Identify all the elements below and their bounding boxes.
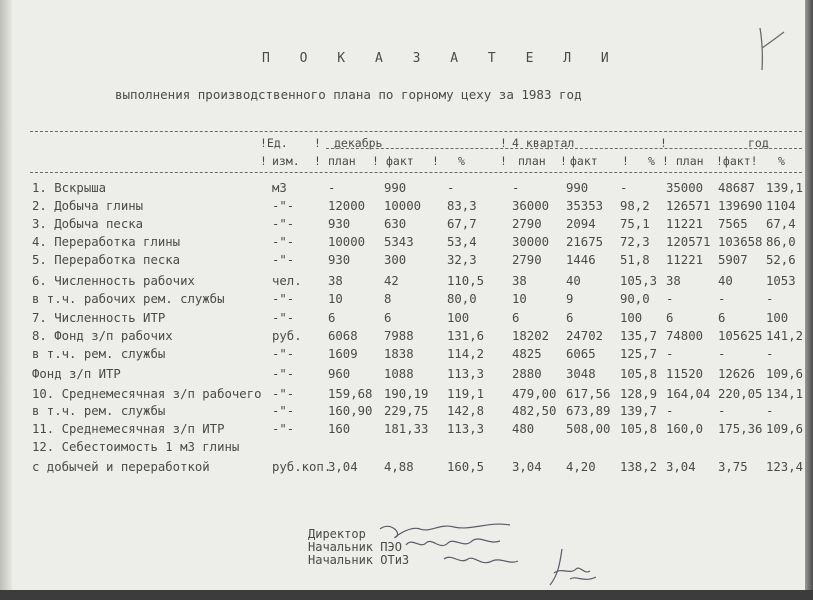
quarter-pct: 139,7 [620, 404, 658, 418]
header-period-quarter: 4 квартал [512, 136, 575, 150]
quarter-fact: 508,00 [566, 422, 611, 436]
row-unit: -"- [272, 311, 295, 325]
header-separator: ! [314, 136, 321, 150]
quarter-plan: 6 [512, 311, 520, 325]
table-row [0, 404, 813, 422]
header-quarter-fact: факт [570, 154, 598, 168]
quarter-pct: 75,1 [620, 217, 650, 231]
december-fact: 1088 [384, 367, 414, 381]
december-fact: 4,88 [384, 460, 414, 474]
row-unit: руб. [272, 329, 302, 343]
header-year-pct: % [778, 154, 785, 168]
header-separator: ! [622, 154, 629, 168]
quarter-pct: 105,8 [620, 422, 658, 436]
quarter-fact: 6065 [566, 347, 596, 361]
year-pct: 109,6 [766, 367, 804, 381]
december-plan: 10000 [328, 235, 366, 249]
header-period-year: год [748, 136, 769, 150]
year-pct: 123,4 [766, 460, 804, 474]
december-pct: 142,8 [447, 404, 485, 418]
december-plan: 6 [328, 311, 336, 325]
table-row [0, 217, 813, 235]
year-pct: 1104 [766, 199, 796, 213]
december-pct: 67,7 [447, 217, 477, 231]
document-subtitle: выполнения производственного плана по горному цеху за 1983 год [115, 87, 582, 102]
header-separator: ! [432, 154, 439, 168]
year-plan: 164,04 [666, 387, 711, 401]
row-label: 6. Численность рабочих [32, 274, 195, 288]
row-unit: -"- [272, 347, 295, 361]
december-fact: 229,75 [384, 404, 429, 418]
december-fact: 10000 [384, 199, 422, 213]
december-fact: 7988 [384, 329, 414, 343]
table-row [0, 292, 813, 310]
quarter-plan: 38 [512, 274, 527, 288]
year-pct: 141,2 [766, 329, 804, 343]
page-bottom-edge [0, 590, 813, 600]
december-pct: 53,4 [447, 235, 477, 249]
header-separator: ! [500, 136, 507, 150]
year-pct: - [766, 404, 774, 418]
year-plan: 120571 [666, 235, 711, 249]
december-pct: 100 [447, 311, 470, 325]
header-unit-bottom: изм. [272, 154, 300, 168]
quarter-fact: 24702 [566, 329, 604, 343]
row-label: 2. Добыча глины [32, 199, 144, 213]
year-pct: 67,4 [766, 217, 796, 231]
row-label: в т.ч. рем. службы [32, 347, 166, 361]
table-row [0, 274, 813, 292]
quarter-plan: 10 [512, 292, 527, 306]
year-fact: 105625 [718, 329, 763, 343]
document-title: П О К А З А Т Е Л И [262, 51, 620, 66]
table-row [0, 329, 813, 347]
year-plan: - [666, 292, 674, 306]
row-label: 10. Среднемесячная з/п рабочего [32, 387, 262, 401]
quarter-pct: 105,8 [620, 367, 658, 381]
quarter-plan: 479,00 [512, 387, 557, 401]
december-pct: 83,3 [447, 199, 477, 213]
quarter-plan: 2790 [512, 217, 542, 231]
table-row [0, 199, 813, 217]
december-pct: 113,3 [447, 422, 485, 436]
quarter-plan: 4825 [512, 347, 542, 361]
quarter-plan: 3,04 [512, 460, 542, 474]
december-pct: 113,3 [447, 367, 485, 381]
year-fact: - [718, 347, 726, 361]
december-fact: 181,33 [384, 422, 429, 436]
year-plan: 3,04 [666, 460, 696, 474]
table-row [0, 367, 813, 385]
december-pct: 114,2 [447, 347, 485, 361]
december-fact: 300 [384, 253, 407, 267]
handwritten-signatures [360, 515, 530, 585]
header-quarter-plan: план [518, 154, 546, 168]
quarter-plan: 18202 [512, 329, 550, 343]
december-fact: 8 [384, 292, 392, 306]
quarter-fact: 617,56 [566, 387, 611, 401]
quarter-fact: 6 [566, 311, 574, 325]
header-top-rule [30, 131, 802, 132]
december-fact: 990 [384, 181, 407, 195]
quarter-fact: 35353 [566, 199, 604, 213]
row-label: 8. Фонд з/п рабочих [32, 329, 173, 343]
year-plan: - [666, 347, 674, 361]
signature-head-otiz-title: Начальник ОТиЗ [308, 553, 410, 567]
quarter-pct: 135,7 [620, 329, 658, 343]
row-label: 11. Среднемесячная з/п ИТР [32, 422, 225, 436]
year-fact: 7565 [718, 217, 748, 231]
year-pct: 100 [766, 311, 789, 325]
signature-head-pto-title: Начальник ПЭО [308, 540, 402, 554]
quarter-pct: - [620, 181, 628, 195]
december-plan: 160 [328, 422, 351, 436]
table-row [0, 387, 813, 405]
row-unit: м3 [272, 181, 287, 195]
year-pct: - [766, 292, 774, 306]
quarter-pct: 138,2 [620, 460, 658, 474]
quarter-plan: 36000 [512, 199, 550, 213]
quarter-plan: 482,50 [512, 404, 557, 418]
year-fact: 103658 [718, 235, 763, 249]
quarter-plan: 30000 [512, 235, 550, 249]
quarter-pct: 100 [620, 311, 643, 325]
quarter-plan: 2790 [512, 253, 542, 267]
quarter-fact: 3048 [566, 367, 596, 381]
row-unit: -"- [272, 199, 295, 213]
table-row [0, 181, 813, 199]
december-plan: 960 [328, 367, 351, 381]
year-plan: 11520 [666, 367, 704, 381]
table-row [0, 253, 813, 271]
table-row [0, 235, 813, 253]
header-december-pct: % [458, 154, 465, 168]
december-plan: - [328, 181, 336, 195]
quarter-pct: 90,0 [620, 292, 650, 306]
row-label: 3. Добыча песка [32, 217, 144, 231]
year-plan: 11221 [666, 217, 704, 231]
row-unit: -"- [272, 422, 295, 436]
header-separator: ! [500, 154, 507, 168]
year-plan: 160,0 [666, 422, 704, 436]
quarter-fact: 4,20 [566, 460, 596, 474]
row-unit: -"- [272, 235, 295, 249]
row-label: в т.ч. рабочих рем. службы [32, 292, 225, 306]
december-pct: 160,5 [447, 460, 485, 474]
quarter-fact: 21675 [566, 235, 604, 249]
row-label: 1. Вскрыша [32, 181, 107, 195]
header-period-december: декабрь [334, 136, 383, 150]
table-row [0, 347, 813, 365]
quarter-pct: 51,8 [620, 253, 650, 267]
december-plan: 12000 [328, 199, 366, 213]
december-fact: 6 [384, 311, 392, 325]
december-plan: 159,68 [328, 387, 373, 401]
year-plan: 74800 [666, 329, 704, 343]
header-year-plan: ! план [662, 154, 704, 168]
row-unit: -"- [272, 253, 295, 267]
year-plan: - [666, 404, 674, 418]
row-label: 4. Переработка глины [32, 235, 181, 249]
table-row [0, 311, 813, 329]
row-label: 12. Себестоимость 1 м3 глины [32, 440, 240, 454]
year-plan: 126571 [666, 199, 711, 213]
quarter-pct: 128,9 [620, 387, 658, 401]
year-pct: 86,0 [766, 235, 796, 249]
december-fact: 1838 [384, 347, 414, 361]
december-fact: 190,19 [384, 387, 429, 401]
table-row [0, 440, 813, 458]
header-quarter-pct: % [648, 154, 655, 168]
header-mid-rule [326, 148, 802, 149]
december-pct: 119,1 [447, 387, 485, 401]
table-row [0, 422, 813, 440]
year-pct: 109,6 [766, 422, 804, 436]
december-pct: 110,5 [447, 274, 485, 288]
year-pct: 134,1 [766, 387, 804, 401]
december-plan: 1609 [328, 347, 358, 361]
year-fact: 175,36 [718, 422, 763, 436]
year-fact: 139690 [718, 199, 763, 213]
december-pct: 32,3 [447, 253, 477, 267]
row-label: Фонд з/п ИТР [32, 367, 121, 381]
year-fact: 6 [718, 311, 726, 325]
year-fact: 48687 [718, 181, 756, 195]
december-fact: 5343 [384, 235, 414, 249]
header-bottom-rule [30, 172, 802, 173]
table-row [0, 460, 813, 478]
signature-director-title: Директор [308, 527, 366, 541]
header-separator: ! [314, 154, 321, 168]
quarter-fact: 673,89 [566, 404, 611, 418]
row-unit: чел. [272, 274, 302, 288]
header-unit-top: !Ед. [260, 136, 288, 150]
header-separator: ! [260, 154, 267, 168]
header-separator: ! [560, 154, 567, 168]
header-december-fact: факт [386, 154, 414, 168]
row-unit: -"- [272, 217, 295, 231]
header-december-plan: план [328, 154, 356, 168]
year-plan: 11221 [666, 253, 704, 267]
year-fact: - [718, 292, 726, 306]
row-unit: -"- [272, 404, 295, 418]
december-pct: - [447, 181, 455, 195]
handwritten-corner-mark [756, 26, 786, 72]
year-fact: 3,75 [718, 460, 748, 474]
year-fact: 220,05 [718, 387, 763, 401]
row-label: 5. Переработка песка [32, 253, 181, 267]
row-unit: -"- [272, 292, 295, 306]
year-pct: 139,1 [766, 181, 804, 195]
december-plan: 160,90 [328, 404, 373, 418]
quarter-fact: 40 [566, 274, 581, 288]
quarter-plan: 480 [512, 422, 535, 436]
year-pct: 52,6 [766, 253, 796, 267]
december-fact: 42 [384, 274, 399, 288]
handwritten-initials [540, 545, 600, 590]
quarter-pct: 105,3 [620, 274, 658, 288]
year-plan: 6 [666, 311, 674, 325]
row-label: 7. Численность ИТР [32, 311, 166, 325]
quarter-pct: 125,7 [620, 347, 658, 361]
december-plan: 6068 [328, 329, 358, 343]
row-unit: -"- [272, 387, 295, 401]
december-plan: 3,04 [328, 460, 358, 474]
row-unit: руб.коп. [272, 460, 332, 474]
quarter-fact: 1446 [566, 253, 596, 267]
year-pct: - [766, 347, 774, 361]
year-fact: 12626 [718, 367, 756, 381]
december-fact: 630 [384, 217, 407, 231]
year-fact: 40 [718, 274, 733, 288]
year-plan: 35000 [666, 181, 704, 195]
quarter-fact: 990 [566, 181, 589, 195]
december-plan: 38 [328, 274, 343, 288]
row-label: с добычей и переработкой [32, 460, 210, 474]
year-pct: 1053 [766, 274, 796, 288]
header-year-fact: !факт! [716, 154, 758, 168]
row-unit: -"- [272, 367, 295, 381]
december-pct: 131,6 [447, 329, 485, 343]
quarter-plan: 2880 [512, 367, 542, 381]
december-pct: 80,0 [447, 292, 477, 306]
year-fact: - [718, 404, 726, 418]
quarter-pct: 72,3 [620, 235, 650, 249]
december-plan: 930 [328, 217, 351, 231]
year-fact: 5907 [718, 253, 748, 267]
quarter-fact: 2094 [566, 217, 596, 231]
december-plan: 10 [328, 292, 343, 306]
quarter-plan: - [512, 181, 520, 195]
row-label: в т.ч. рем. службы [32, 404, 166, 418]
header-separator: ! [372, 154, 379, 168]
year-plan: 38 [666, 274, 681, 288]
quarter-fact: 9 [566, 292, 574, 306]
december-plan: 930 [328, 253, 351, 267]
quarter-pct: 98,2 [620, 199, 650, 213]
header-separator: ! [660, 136, 667, 150]
